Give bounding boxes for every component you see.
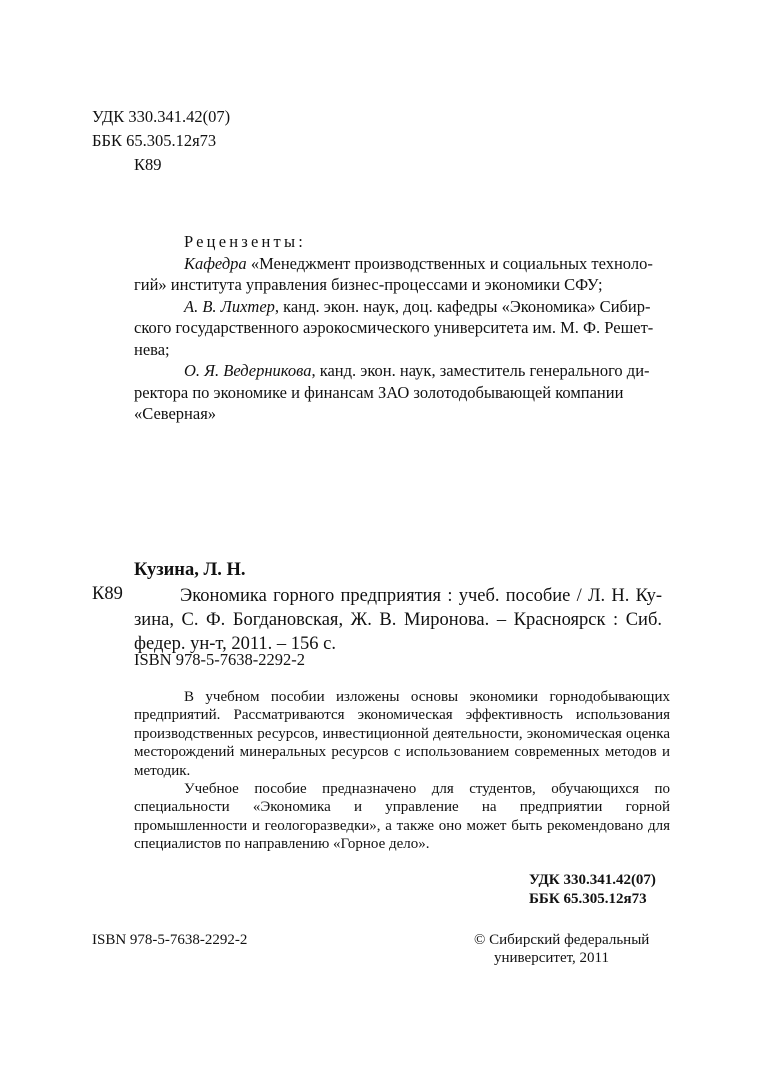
bottom-bbk-code: ББК 65.305.12я73 [529,891,647,907]
reviewer-1-name: Кафедра [184,253,247,273]
copyright-line-2: университет, 2011 [494,950,609,966]
reviewers-heading: Рецензенты: [184,232,307,251]
bbk-code: ББК 65.305.12я73 [92,131,217,150]
card-mark: К89 [92,584,123,604]
bottom-udk-code: УДК 330.341.42(07) [529,872,656,888]
udk-code: УДК 330.341.42(07) [92,107,231,126]
abstract-paragraph-1: В учебном пособии изложены основы экономики горнодобывающих предприятий. Рассматриваются экономическая эффективность использования производственных ресурсов, инвестиционной деятельности, экономическая оценка месторождений минеральных ресурсов с использованием современных методов и методик. [134,689,670,779]
abstract [134,688,670,854]
reviewer-1: Кафедра «Менеджмент производственных и социальных техноло- гий» института управления бизнес-процессами и экономики СФУ; [134,253,653,294]
card-line-3: федер. ун-т, 2011. – 156 с. [134,634,336,654]
card-description [134,584,662,656]
reviewers-block [134,231,670,425]
reviewer-2: А. В. Лихтер, канд. экон. наук, доц. кафедры «Экономика» Сибир- ского государственного аэрокосмического университета им. М. Ф. Решет- нева; [134,296,654,359]
card-isbn: ISBN 978-5-7638-2292-2 [134,650,305,669]
card-line-2: зина, С. Ф. Богдановская, Ж. В. Миронова. – Красноярск : Сиб. [134,610,662,630]
reviewer-3-name: О. Я. Ведерникова [184,361,312,380]
reviewer-2-name: А. В. Лихтер [184,296,275,316]
author-mark: К89 [134,155,162,174]
abstract-paragraph-2: Учебное пособие предназначено для студентов, обучающихся по специальности «Экономика и управление на предприятии горной промышленности и геологоразведки», а также оно может быть рекомендовано для специалистов по направлению «Горное дело». [134,781,670,853]
card-author: Кузина, Л. Н. [134,560,246,580]
card-line-1: Экономика горного предприятия : учеб. пособие / Л. Н. Ку- [180,586,662,606]
reviewer-3: О. Я. Ведерникова, канд. экон. наук, заместитель генерального ди- ректора по экономике и финансам ЗАО золотодобывающей компании «Северная» [134,361,650,423]
footer-isbn: ISBN 978-5-7638-2292-2 [92,932,248,948]
copyright-line-1: © Сибирский федеральный [474,932,650,948]
